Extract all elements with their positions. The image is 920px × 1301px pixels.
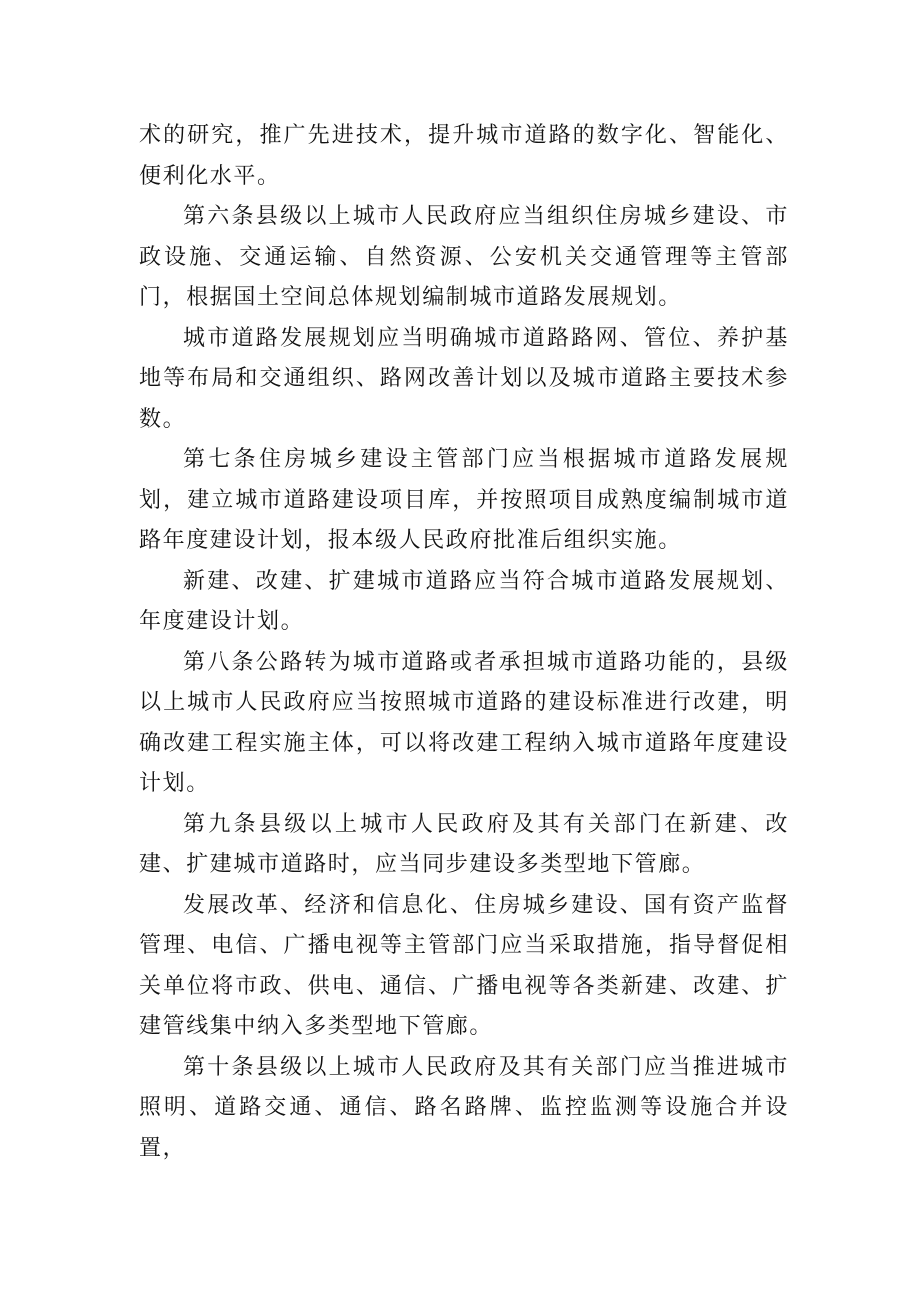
document-body: [139, 116, 789, 1169]
paragraph-article-10: 第十条县级以上城市人民政府及其有关部门应当推进城市照明、道路交通、通信、路名路牌、监控监测等设施合并设置，: [139, 1054, 789, 1161]
paragraph-article-6-planning: 城市道路发展规划应当明确城市道路路网、管位、养护基地等布局和交通组织、路网改善计划以及城市道路主要技术参数。: [139, 325, 789, 432]
paragraph-article-8: 第八条公路转为城市道路或者承担城市道路功能的，县级以上城市人民政府应当按照城市道路的建设标准进行改建，明确改建工程实施主体，可以将改建工程纳入城市道路年度建设计划。: [139, 649, 789, 796]
paragraph-article-7-compliance: 新建、改建、扩建城市道路应当符合城市道路发展规划、年度建设计划。: [139, 568, 789, 634]
paragraph-article-6: 第六条县级以上城市人民政府应当组织住房城乡建设、市政设施、交通运输、自然资源、公安机关交通管理等主管部门，根据国土空间总体规划编制城市道路发展规划。: [139, 204, 789, 310]
paragraph-article-9-departments: 发展改革、经济和信息化、住房城乡建设、国有资产监督管理、电信、广播电视等主管部门应当采取措施，指导督促相关单位将市政、供电、通信、广播电视等各类新建、改建、扩建管线集中纳入多类型地下管廊。: [139, 892, 789, 1039]
paragraph-continuation: 术的研究，推广先进技术，提升城市道路的数字化、智能化、便利化水平。: [139, 123, 789, 189]
paragraph-article-7: 第七条住房城乡建设主管部门应当根据城市道路发展规划，建立城市道路建设项目库，并按照项目成熟度编制城市道路年度建设计划，报本级人民政府批准后组织实施。: [139, 447, 789, 553]
paragraph-article-9: 第九条县级以上城市人民政府及其有关部门在新建、改建、扩建城市道路时，应当同步建设多类型地下管廊。: [139, 811, 789, 877]
